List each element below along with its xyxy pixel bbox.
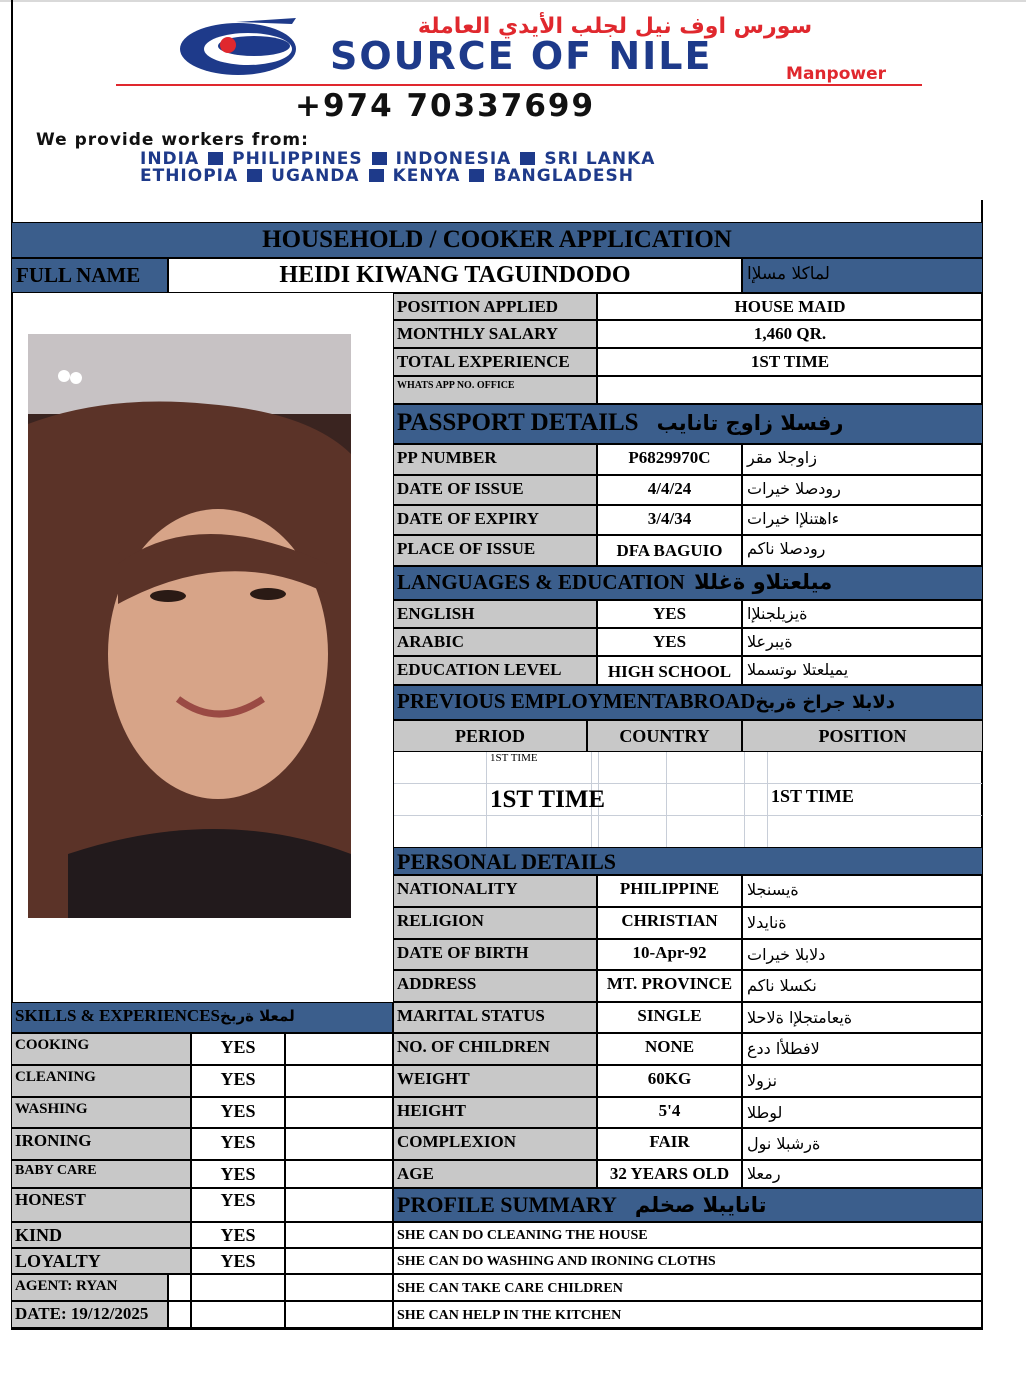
left-border	[11, 0, 13, 222]
marital-status-arabic: ةيعامتجلإا ةلاحلا	[742, 1002, 983, 1033]
english-arabic: ةيزيلجنلإا	[742, 600, 983, 628]
country: SRI LANKA	[544, 149, 656, 169]
country: UGANDA	[271, 166, 360, 186]
weight-value: 60KG	[597, 1065, 742, 1097]
date-blank-cell	[191, 1301, 285, 1328]
whatsapp-value	[597, 376, 983, 404]
total-experience-label: TOTAL EXPERIENCE	[393, 348, 597, 376]
agent-blank-cell	[191, 1274, 285, 1301]
countries-row-2	[140, 166, 920, 186]
skill-blank-cell	[285, 1128, 393, 1160]
children-arabic: لافطلأا ددع	[742, 1033, 983, 1065]
date-of-expiry-value: 3/4/34	[597, 505, 742, 535]
skill-baby-care-value: YES	[191, 1160, 285, 1188]
position-applied-value: HOUSE MAID	[597, 293, 983, 320]
separator-square-icon	[469, 169, 484, 182]
skill-blank-cell	[285, 1248, 393, 1274]
pp-number-arabic: زاوجلا مقر	[742, 444, 983, 475]
date-label: DATE: 19/12/2025	[11, 1301, 168, 1328]
dob-label: DATE OF BIRTH	[393, 939, 597, 970]
previous-employment-text: PREVIOUS EMPLOYMENTABROAD	[397, 689, 756, 713]
height-value: 5'4	[597, 1097, 742, 1128]
skill-ironing-label: IRONING	[11, 1128, 191, 1160]
company-name: SOURCE OF NILE	[330, 34, 713, 78]
height-arabic: لوطلا	[742, 1097, 983, 1128]
marital-status-value: SINGLE	[597, 1002, 742, 1033]
marital-status-label: MARITAL STATUS	[393, 1002, 597, 1033]
skill-loyalty-value: YES	[191, 1248, 285, 1274]
skill-ironing-value: YES	[191, 1128, 285, 1160]
english-label: ENGLISH	[393, 600, 597, 628]
religion-value: CHRISTIAN	[597, 907, 742, 939]
prev-position-value: 1ST TIME	[771, 786, 854, 806]
nationality-arabic: ةيسنجلا	[742, 875, 983, 907]
dob-arabic: دلابلا خيرات	[742, 939, 983, 970]
languages-section-header	[393, 566, 983, 600]
previous-employment-grid	[393, 752, 983, 847]
skill-blank-cell	[285, 1222, 393, 1248]
pp-number-label: PP NUMBER	[393, 444, 597, 475]
skills-header-arabic: لمعلا ةربخ	[220, 1007, 295, 1025]
position-column-header: POSITION	[742, 720, 983, 752]
separator-square-icon	[372, 152, 387, 165]
address-value: MT. PROVINCE	[597, 970, 742, 1002]
weight-label: WEIGHT	[393, 1065, 597, 1097]
monthly-salary-value: 1,460 QR.	[597, 320, 983, 348]
skill-honest-value: YES	[191, 1188, 285, 1222]
country: BANGLADESH	[493, 166, 634, 186]
arabic-value: YES	[597, 628, 742, 656]
date-of-issue-label: DATE OF ISSUE	[393, 475, 597, 505]
country-column-header: COUNTRY	[587, 720, 742, 752]
nationality-label: NATIONALITY	[393, 875, 597, 907]
age-arabic: رمعلا	[742, 1160, 983, 1188]
pp-number-value: P6829970C	[597, 444, 742, 475]
religion-arabic: ةنايدلا	[742, 907, 983, 939]
passport-header-text: PASSPORT DETAILS	[397, 409, 639, 436]
prev-period-value: 1ST TIME	[490, 786, 606, 813]
skill-cleaning-value: YES	[191, 1065, 285, 1097]
place-of-issue-value: DFA BAGUIO	[597, 535, 742, 566]
date-blank-cell	[285, 1301, 393, 1328]
total-experience-value: 1ST TIME	[597, 348, 983, 376]
company-subtitle: Manpower	[786, 64, 886, 84]
arabic-arabic: ةيبرعلا	[742, 628, 983, 656]
skill-cooking-label: COOKING	[11, 1033, 191, 1065]
grid-line	[744, 752, 745, 847]
profile-item: SHE CAN DO CLEANING THE HOUSE	[393, 1222, 983, 1248]
profile-summary-arabic: تانايبلا صخلم	[634, 1193, 767, 1217]
applicant-portrait-icon	[28, 334, 351, 918]
separator-square-icon	[520, 152, 535, 165]
full-name-arabic: لماكلا مسلإا	[742, 258, 983, 293]
separator-square-icon	[247, 169, 262, 182]
education-arabic: يميلعتلا ىوتسملا	[742, 656, 983, 685]
previous-employment-arabic: دلابلا جراخ ةربخ	[755, 692, 896, 713]
age-label: AGE	[393, 1160, 597, 1188]
place-of-issue-arabic: رودصلا ناكم	[742, 535, 983, 566]
date-of-expiry-arabic: ءاهتنلإا خيرات	[742, 505, 983, 535]
provide-text: We provide workers from:	[36, 130, 309, 150]
dob-value: 10-Apr-92	[597, 939, 742, 970]
personal-details-header: PERSONAL DETAILS	[393, 847, 983, 875]
prev-period-small: 1ST TIME	[490, 752, 538, 764]
skill-blank-cell	[285, 1097, 393, 1128]
form-title: HOUSEHOLD / COOKER APPLICATION	[11, 222, 983, 258]
grid-line	[394, 815, 982, 816]
complexion-arabic: ةرشبلا نول	[742, 1128, 983, 1160]
passport-section-header	[393, 404, 983, 444]
address-arabic: نكسلا ناكم	[742, 970, 983, 1002]
skill-kind-label: KIND	[11, 1222, 191, 1248]
profile-summary-text: PROFILE SUMMARY	[397, 1192, 617, 1217]
skills-header-text: SKILLS & EXPERIENCES	[15, 1006, 221, 1025]
previous-employment-header	[393, 685, 983, 720]
logo-underline	[116, 84, 922, 86]
profile-item: SHE CAN DO WASHING AND IRONING CLOTHS	[393, 1248, 983, 1274]
phone-number: +974 70337699	[295, 88, 596, 124]
date-blank-cell	[168, 1301, 191, 1328]
applicant-photo	[28, 334, 351, 918]
agent-label: AGENT: RYAN	[11, 1274, 168, 1301]
date-of-expiry-label: DATE OF EXPIRY	[393, 505, 597, 535]
profile-item: SHE CAN TAKE CARE CHILDREN	[393, 1274, 983, 1301]
agent-blank-cell	[285, 1274, 393, 1301]
company-logo-icon	[176, 16, 326, 78]
position-applied-label: POSITION APPLIED	[393, 293, 597, 320]
place-of-issue-label: PLACE OF ISSUE	[393, 535, 597, 566]
date-of-issue-value: 4/4/24	[597, 475, 742, 505]
top-divider	[0, 0, 1026, 2]
agent-blank-cell	[168, 1274, 191, 1301]
date-of-issue-arabic: رودصلا خيرات	[742, 475, 983, 505]
children-value: NONE	[597, 1033, 742, 1065]
height-label: HEIGHT	[393, 1097, 597, 1128]
education-label: EDUCATION LEVEL	[393, 656, 597, 685]
skill-washing-label: WASHING	[11, 1097, 191, 1128]
languages-header-arabic: ميلعتلاو ةغللا	[694, 570, 833, 594]
english-value: YES	[597, 600, 742, 628]
skill-kind-value: YES	[191, 1222, 285, 1248]
religion-label: RELIGION	[393, 907, 597, 939]
country: ETHIOPIA	[140, 166, 239, 186]
country: INDIA	[140, 149, 200, 169]
complexion-value: FAIR	[597, 1128, 742, 1160]
skill-loyalty-label: LOYALTY	[11, 1248, 191, 1274]
country: INDONESIA	[395, 149, 512, 169]
separator-square-icon	[208, 152, 223, 165]
passport-header-arabic: رفسلا زاوج تانايب	[656, 411, 844, 435]
nationality-value: PHILIPPINE	[597, 875, 742, 907]
grid-line	[486, 752, 487, 847]
grid-line	[666, 752, 667, 847]
separator-square-icon	[369, 169, 384, 182]
whatsapp-label: WHATS APP NO. OFFICE	[393, 376, 597, 404]
skill-blank-cell	[285, 1065, 393, 1097]
skills-section-header	[11, 1002, 393, 1033]
age-value: 32 YEARS OLD	[597, 1160, 742, 1188]
company-name-arabic: سورس اوف نيل لجلب الأيدي العاملة	[417, 14, 813, 39]
address-label: ADDRESS	[393, 970, 597, 1002]
weight-arabic: نزولا	[742, 1065, 983, 1097]
country: PHILIPPINES	[232, 149, 363, 169]
skill-cleaning-label: CLEANING	[11, 1065, 191, 1097]
skill-cooking-value: YES	[191, 1033, 285, 1065]
profile-item: SHE CAN HELP IN THE KITCHEN	[393, 1301, 983, 1328]
languages-header-text: LANGUAGES & EDUCATION	[397, 570, 685, 594]
full-name-label: FULL NAME	[11, 258, 168, 293]
children-label: NO. OF CHILDREN	[393, 1033, 597, 1065]
country: KENYA	[392, 166, 461, 186]
arabic-label: ARABIC	[393, 628, 597, 656]
complexion-label: COMPLEXION	[393, 1128, 597, 1160]
skill-baby-care-label: BABY CARE	[11, 1160, 191, 1188]
skill-washing-value: YES	[191, 1097, 285, 1128]
education-value: HIGH SCHOOL	[597, 656, 742, 685]
grid-line	[394, 783, 982, 784]
skill-blank-cell	[285, 1188, 393, 1222]
skill-blank-cell	[285, 1160, 393, 1188]
full-name-value: HEIDI KIWANG TAGUINDODO	[168, 258, 742, 293]
skill-honest-label: HONEST	[11, 1188, 191, 1222]
period-column-header: PERIOD	[393, 720, 587, 752]
monthly-salary-label: MONTHLY SALARY	[393, 320, 597, 348]
skill-blank-cell	[285, 1033, 393, 1065]
profile-summary-header	[393, 1188, 983, 1222]
grid-line	[767, 752, 768, 847]
